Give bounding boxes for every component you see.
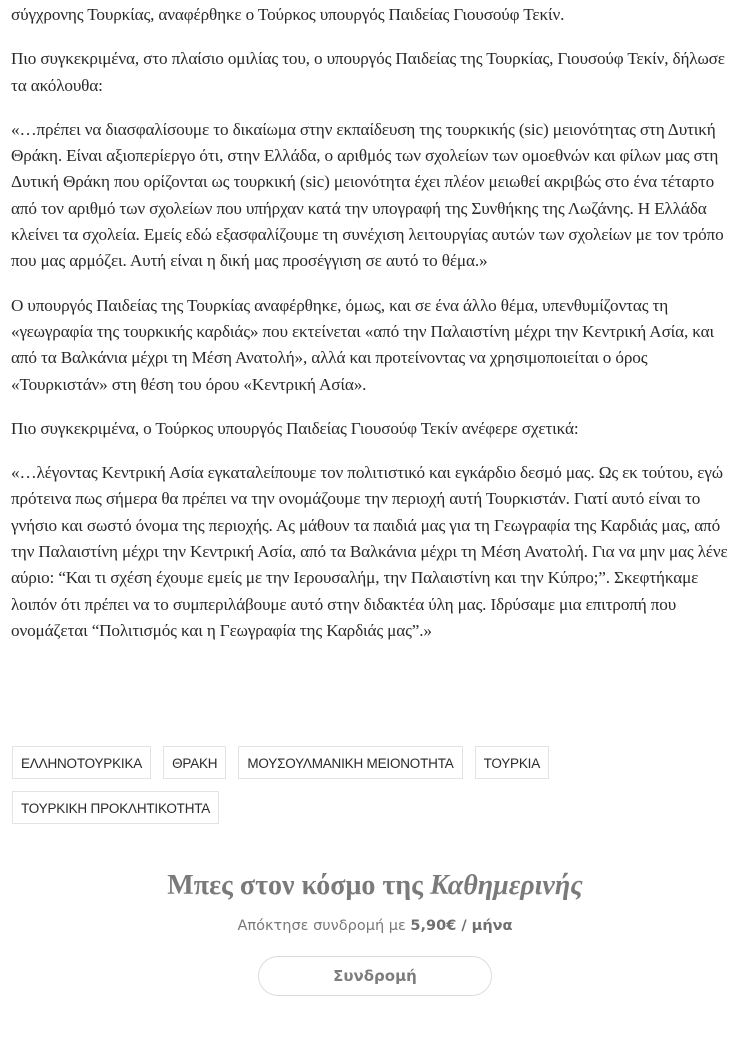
promo-brand: Καθημερινής: [429, 870, 583, 901]
subscribe-button[interactable]: Συνδρομή: [258, 956, 492, 996]
article-quote: «…λέγοντας Κεντρική Ασία εγκαταλείπουμε τον πολιτιστικό και εγκάρδιο δεσμό μας. Ως εκ τούτου, εγώ πρότεινα πως σήμερα θα πρέπει να την ονομάζουμε την περιοχή αυτή Τουρκιστάν. Γιατί αυτό είναι το γνήσιο και σωστό όνομα της περιοχής. Ας μάθουν τα παιδιά μας για τη Γεωγραφία της Καρδιάς μας, από την Παλαιστίνη μέχρι την Κεντρική Ασία, από τα Βαλκάνια μέχρι τη Μέση Ανατολή. Για να μην μας λένε αύριο: “Και τι σχέση έχουμε εμείς με την Ιερουσαλήμ, την Παλαιστίνη και την Κύπρο;”. Σκεφτήκαμε λοιπόν ότι πρέπει να το συμπεριλάβουμε αυτό στην διδακτέα ύλη μας. Ιδρύσαμε μια επιτροπή που ονομάζεται “Πολιτισμός και η Γεωγραφία της Καρδιάς μας”.»: [11, 463, 728, 640]
tag-tourkiki-proklitikotita[interactable]: ΤΟΥΡΚΙΚΗ ΠΡΟΚΛΗΤΙΚΟΤΗΤΑ: [12, 791, 219, 824]
tag-list: [12, 746, 732, 824]
promo-title-prefix: Μπες στον κόσμο της: [167, 870, 430, 901]
tag-thraki[interactable]: ΘΡΑΚΗ: [163, 746, 226, 779]
article-paragraph: Πιο συγκεκριμένα, ο Τούρκος υπουργός Παιδείας Γιουσούφ Τεκίν ανέφερε σχετικά:: [11, 418, 579, 438]
promo-subtitle: [0, 916, 750, 936]
tag-tourkia[interactable]: ΤΟΥΡΚΙΑ: [475, 746, 549, 779]
article-paragraph: Πιο συγκεκριμένα, στο πλαίσιο ομιλίας του, ο υπουργός Παιδείας της Τουρκίας, Γιουσούφ Τεκίν, δήλωσε τα ακόλουθα:: [11, 49, 725, 95]
subscription-promo: [0, 866, 750, 996]
promo-subtitle-prefix: Απόκτησε συνδρομή με: [237, 918, 411, 934]
promo-price: 5,90€ / μήνα: [410, 918, 513, 934]
article-paragraph: σύγχρονης Τουρκίας, αναφέρθηκε ο Τούρκος υπουργός Παιδείας Γιουσούφ Τεκίν.: [11, 5, 565, 24]
article-paragraph: Ο υπουργός Παιδείας της Τουρκίας αναφέρθηκε, όμως, και σε ένα άλλο θέμα, υπενθυμίζοντας τη «γεωγραφία της τουρκικής καρδιάς» που εκτείνεται «από την Παλαιστίνη μέχρι την Κεντρική Ασία, και από τα Βαλκάνια μέχρι τη Μέση Ανατολή», αλλά και προτείνοντας να χρησιμοποιείται ο όρος «Τουρκιστάν» στη θέση του όρου «Κεντρική Ασία».: [11, 295, 714, 394]
tag-ellinotourkika[interactable]: ΕΛΛΗΝΟΤΟΥΡΚΙΚΑ: [12, 746, 151, 779]
article-quote: «…πρέπει να διασφαλίσουμε το δικαίωμα στην εκπαίδευση της τουρκικής (sic) μειονότητας στη Δυτική Θράκη. Είναι αξιοπερίεργο ότι, στην Ελλάδα, ο αριθμός των σχολείων των ομοεθνών και φίλων μας στη Δυτική Θράκη που ορίζονται ως τουρκική (sic) μειονότητα έχει πλέον μειωθεί ακριβώς στο ένα τέταρτο από τον αριθμό των σχολείων που υπήρχαν κατά την υπογραφή της Συνθήκης της Λωζάνης. Η Ελλάδα κλείνει τα σχολεία. Εμείς εδώ εξασφαλίζουμε τη συνέχιση λειτουργίας αυτών των σχολείων με τον τρόπο που μας αρμόζει. Αυτή είναι η δική μας προσέγγιση σε αυτό το θέμα.»: [11, 119, 724, 271]
tag-mousoulmaniki-meionotita[interactable]: ΜΟΥΣΟΥΛΜΑΝΙΚΗ ΜΕΙΟΝΟΤΗΤΑ: [238, 746, 462, 779]
article-body: [11, 0, 739, 662]
promo-title: [0, 866, 750, 906]
